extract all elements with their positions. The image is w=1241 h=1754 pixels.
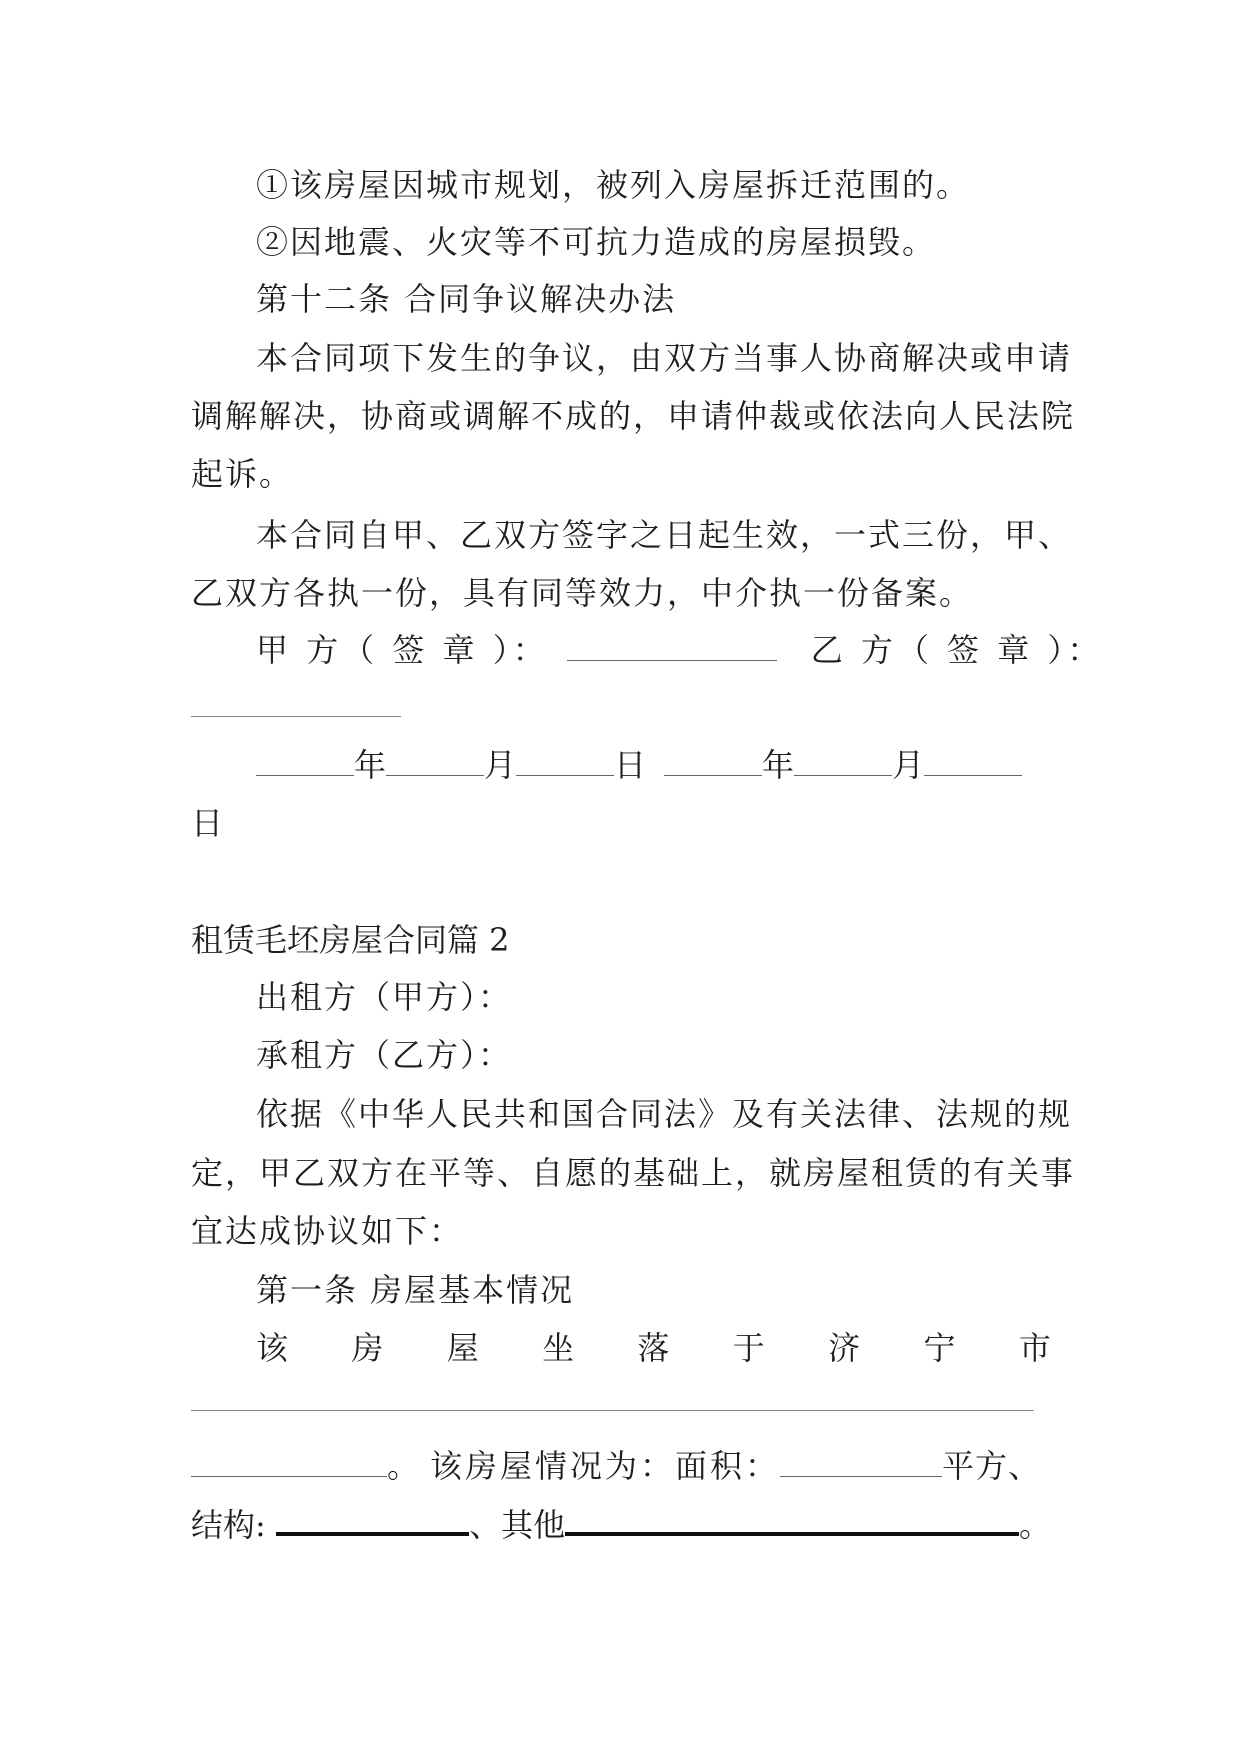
other-blank[interactable] <box>565 1506 1019 1536</box>
location-char: 落 <box>637 1329 670 1367</box>
paragraph-line: 依据《中华人民共和国合同法》及有关法律、法规的规 <box>256 1095 1073 1133</box>
paragraph-line: 起诉。 <box>191 455 294 493</box>
date-month-label: 月 <box>892 746 925 784</box>
lessor-line: 出租方（甲方）： <box>256 978 513 1016</box>
location-char: 房 <box>351 1329 384 1367</box>
clause-item-1: ①该房屋因城市规划，被列入房屋拆迁范围的。 <box>256 166 971 204</box>
signature-row <box>256 630 1116 670</box>
structure-blank[interactable] <box>276 1506 469 1536</box>
paragraph-line: 本合同项下发生的争议，由双方当事人协商解决或申请 <box>256 339 1073 377</box>
date-row <box>256 745 1116 785</box>
date-month-blank[interactable] <box>386 749 484 776</box>
article-heading: 第一条 房屋基本情况 <box>256 1271 575 1309</box>
date-year-label: 年 <box>762 746 795 784</box>
location-char: 于 <box>732 1329 765 1367</box>
location-char: 该 <box>256 1329 289 1367</box>
date-month-label: 月 <box>484 746 517 784</box>
date-year-blank[interactable] <box>256 749 354 776</box>
location-char: 宁 <box>923 1329 956 1367</box>
address-blank[interactable] <box>191 1410 1034 1411</box>
clause-item-2: ②因地震、火灾等不可抗力造成的房屋损毁。 <box>256 223 937 261</box>
paragraph-line: 本合同自甲、乙双方签字之日起生效，一式三份，甲、 <box>256 516 1073 554</box>
paragraph-line: 调解解决，协商或调解不成的，申请仲裁或依法向人民法院 <box>191 397 1076 435</box>
area-unit: 平方、 <box>942 1447 1042 1485</box>
location-line <box>256 1328 1051 1368</box>
party-b-signature-blank[interactable] <box>191 716 401 717</box>
date-month-blank[interactable] <box>794 749 892 776</box>
area-blank[interactable] <box>780 1450 942 1477</box>
address-blank-continued[interactable] <box>191 1450 387 1477</box>
article-heading: 第十二条 合同争议解决办法 <box>256 280 677 318</box>
location-char: 坐 <box>542 1329 575 1367</box>
end-period: 。 <box>1018 1506 1051 1544</box>
structure-row <box>191 1505 1051 1545</box>
location-char: 市 <box>1018 1329 1051 1367</box>
date-day-label: 日 <box>614 746 647 784</box>
other-label: 、其他 <box>469 1506 566 1544</box>
party-b-signature-label: 乙 方（ 签 章 ）： <box>810 631 1104 669</box>
date-day-tail: 日 <box>191 804 226 842</box>
condition-row <box>191 1446 1051 1486</box>
location-char: 屋 <box>446 1329 479 1367</box>
date-day-blank[interactable] <box>516 749 614 776</box>
date-year-blank[interactable] <box>664 749 762 776</box>
paragraph-line: 定，甲乙双方在平等、自愿的基础上，就房屋租赁的有关事 <box>191 1154 1076 1192</box>
period-mark: 。 <box>387 1447 421 1485</box>
date-year-label: 年 <box>354 746 387 784</box>
lessee-line: 承租方（乙方）： <box>256 1036 513 1074</box>
party-a-signature-blank[interactable] <box>567 634 777 661</box>
date-day-blank[interactable] <box>924 749 1022 776</box>
paragraph-line: 宜达成协议如下： <box>191 1212 464 1250</box>
structure-label: 结构: <box>191 1506 266 1544</box>
condition-text: 该房屋情况为：面积： <box>430 1447 781 1485</box>
paragraph-line: 乙双方各执一份，具有同等效力，中介执一份备案。 <box>191 574 974 612</box>
section-title: 租赁毛坯房屋合同篇 2 <box>191 921 510 959</box>
location-char: 济 <box>828 1329 861 1367</box>
party-a-signature-label: 甲 方（ 签 章 ）： <box>256 631 549 669</box>
